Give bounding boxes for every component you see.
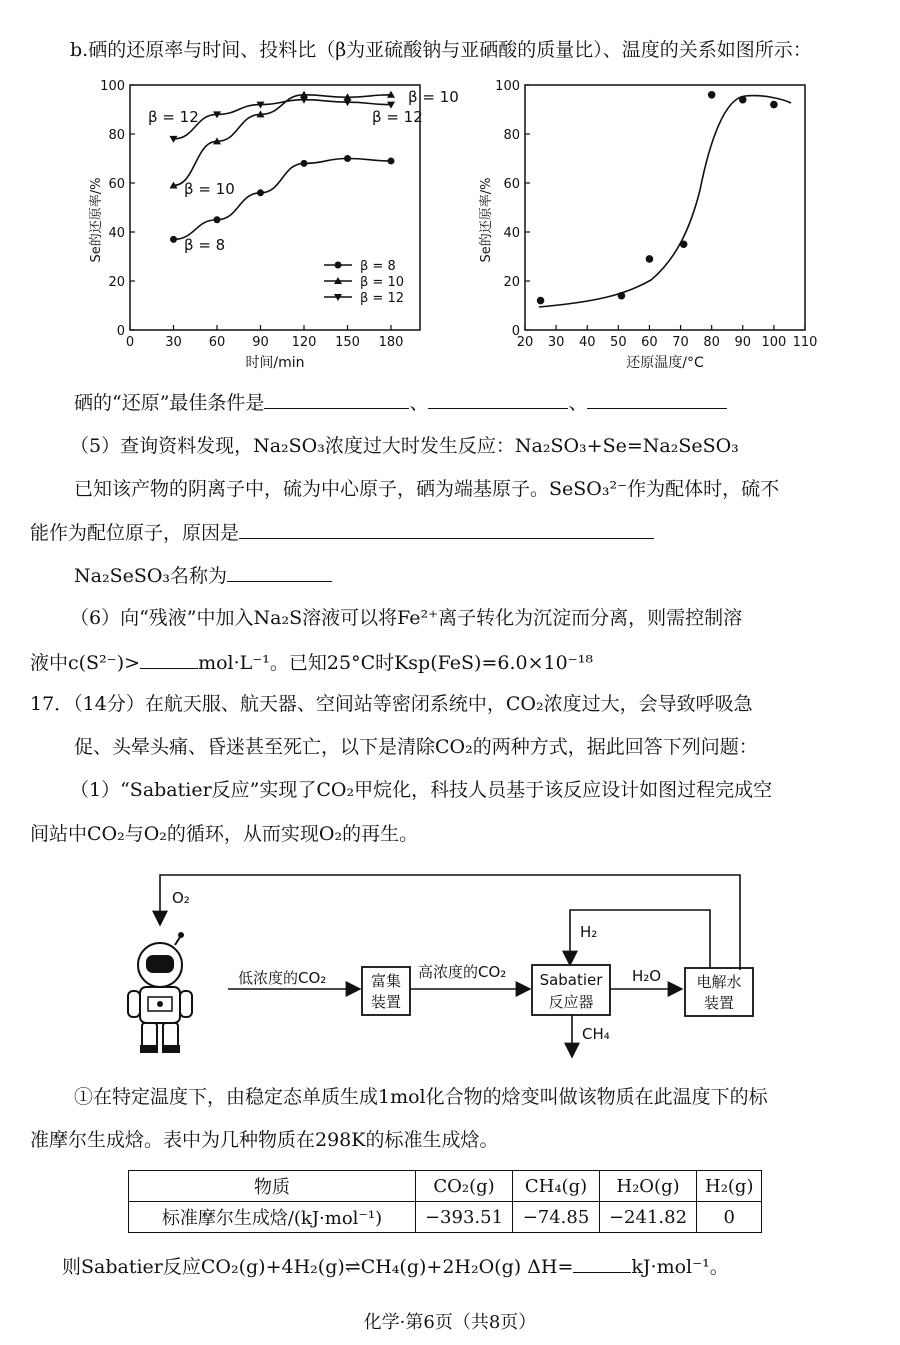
data-point xyxy=(537,297,545,305)
x-tick-label: 80 xyxy=(703,335,720,350)
q6-line-b xyxy=(30,650,593,675)
q17-line-a: 17．（14分）在航天服、航天器、空间站等密闭系统中，CO₂浓度过大，会导致呼吸急 xyxy=(30,693,753,715)
table-header-cell: CO₂(g) xyxy=(416,1171,513,1202)
q5-line-b: 已知该产物的阴离子中，硫为中心原子，硒为端基原子。SeSO₃²⁻作为配体时，硫不 xyxy=(74,478,780,500)
y-tick-label: 20 xyxy=(503,275,520,290)
y-tick-label: 100 xyxy=(100,79,125,94)
y-tick-label: 20 xyxy=(108,275,125,290)
y-tick-label: 0 xyxy=(511,324,520,339)
chart-time-legend xyxy=(324,259,404,306)
x-tick-label: 0 xyxy=(125,335,135,350)
q5-line-a: （5）查询资料发现，Na₂SO₃浓度过大时发生反应：Na₂SO₃+Se=Na₂SeSO₃ xyxy=(70,435,739,457)
q6-line-b2: mol·L⁻¹。已知25°C时Ksp(FeS)=6.0×10⁻¹⁸ xyxy=(198,652,593,674)
q17-line-b: 促、头晕头痛、昏迷甚至死亡，以下是清除CO₂的两种方式，据此回答下列问题： xyxy=(74,736,758,758)
data-point xyxy=(301,160,308,167)
definition-line-b: 准摩尔生成焓。表中为几种物质在298K的标准生成焓。 xyxy=(30,1129,499,1151)
annot-b8: β = 8 xyxy=(184,236,226,254)
data-point xyxy=(344,155,351,162)
data-point xyxy=(618,292,626,300)
legend-b10: β = 10 xyxy=(360,275,404,290)
x-tick-label: 30 xyxy=(547,335,565,350)
sep-1: 、 xyxy=(409,392,429,414)
astronaut-icon xyxy=(128,932,192,1053)
q5-line-c xyxy=(30,520,654,545)
x-tick-label: 20 xyxy=(516,335,534,350)
x-tick-label: 110 xyxy=(792,335,818,350)
blank-2 xyxy=(428,390,568,409)
q5-line-c-text: 能作为配位原子，原因是 xyxy=(30,522,240,544)
table-cell: −241.82 xyxy=(600,1202,697,1233)
legend-b12: β = 12 xyxy=(360,291,404,306)
x-tick-label: 100 xyxy=(761,335,787,350)
x-tick-label: 50 xyxy=(610,335,627,350)
y-tick-label: 80 xyxy=(108,128,125,143)
x-tick-label: 40 xyxy=(578,335,596,350)
data-point xyxy=(388,157,395,164)
enrich-label-1: 富集 xyxy=(370,972,402,990)
temp-curve xyxy=(539,96,791,307)
x-tick-label: 120 xyxy=(291,335,317,350)
flow-ch4: CH₄ xyxy=(582,1025,610,1043)
blank-5 xyxy=(227,563,332,582)
x-tick-label: 60 xyxy=(641,335,658,350)
flow-high-co2: 高浓度的CO₂ xyxy=(418,963,507,981)
enrich-label-2: 装置 xyxy=(370,993,402,1011)
annot-b10-right: β = 10 xyxy=(408,88,459,106)
x-tick-label: 90 xyxy=(734,335,752,350)
definition-line-a: ①在特定温度下，由稳定态单质生成1mol化合物的焓变叫做该物质在此温度下的标 xyxy=(74,1086,768,1108)
flow-o2: O₂ xyxy=(172,889,190,907)
data-point xyxy=(257,189,264,196)
y-tick-label: 40 xyxy=(108,226,125,241)
data-point xyxy=(739,96,747,104)
reaction-text-b: kJ·mol⁻¹。 xyxy=(631,1256,729,1278)
chart-temp-ylabel: Se的还原率/% xyxy=(479,177,494,263)
reaction-text-a: 则Sabatier反应CO₂(g)+4H₂(g)⇌CH₄(g)+2H₂O(g) ΔH= xyxy=(62,1256,574,1278)
x-tick-label: 60 xyxy=(208,335,226,350)
blank-7 xyxy=(573,1254,631,1273)
intro-text: b.硒的还原率与时间、投料比（β为亚硫酸钠与亚硒酸的质量比）、温度的关系如图所示： xyxy=(70,39,812,61)
flow-low-co2: 低浓度的CO₂ xyxy=(238,969,327,987)
y-tick-label: 0 xyxy=(116,324,125,339)
table-cell: −74.85 xyxy=(513,1202,600,1233)
chart-temp-frame xyxy=(525,85,805,330)
y-tick-label: 60 xyxy=(108,177,125,192)
blank-4 xyxy=(239,520,654,539)
legend-b8: β = 8 xyxy=(360,259,396,274)
y-tick-label: 100 xyxy=(495,79,520,94)
table-cell: 标准摩尔生成焓/(kJ·mol⁻¹) xyxy=(129,1202,416,1233)
chart-temperature xyxy=(470,70,830,375)
q17-line-d: 间站中CO₂与O₂的循环，从而实现O₂的再生。 xyxy=(30,823,419,845)
y-tick-label: 80 xyxy=(503,128,520,143)
sep-2: 、 xyxy=(568,392,588,414)
sabatier-label-1: Sabatier xyxy=(539,971,603,989)
data-point xyxy=(770,101,778,109)
annot-b12-top: β = 12 xyxy=(148,108,199,126)
enthalpy-table xyxy=(128,1170,762,1233)
q5-line-d-text: Na₂SeSO₃名称为 xyxy=(74,565,228,587)
sabatier-label-2: 反应器 xyxy=(548,993,594,1011)
x-tick-label: 30 xyxy=(165,335,182,350)
table-header-cell: CH₄(g) xyxy=(513,1171,600,1202)
series-line-1 xyxy=(174,95,392,186)
x-tick-label: 150 xyxy=(335,335,360,350)
chart-time-ylabel: Se的还原率/% xyxy=(89,177,104,263)
data-point xyxy=(170,236,177,243)
q5-line-d xyxy=(74,563,332,588)
y-tick-label: 60 xyxy=(503,177,520,192)
chart-temp-xlabel: 还原温度/°C xyxy=(626,355,704,371)
table-header-cell: 物质 xyxy=(129,1171,416,1202)
flow-h2o: H₂O xyxy=(632,967,662,985)
q6-line-a: （6）向“残液”中加入Na₂S溶液可以将Fe²⁺离子转化为沉淀而分离，则需控制溶 xyxy=(70,607,743,629)
electrolysis-label-2: 装置 xyxy=(703,994,735,1012)
electrolysis-label-1: 电解水 xyxy=(696,973,742,991)
blank-1 xyxy=(264,390,409,409)
best-condition-line xyxy=(74,390,727,415)
reaction-line xyxy=(62,1254,729,1279)
flow-diagram xyxy=(120,865,780,1070)
x-tick-label: 90 xyxy=(252,335,269,350)
annot-b10-left: β = 10 xyxy=(184,180,235,198)
x-tick-label: 180 xyxy=(378,335,404,350)
q6-line-b1: 液中c(S²⁻)> xyxy=(30,652,141,674)
data-point xyxy=(214,216,221,223)
flow-h2: H₂ xyxy=(580,923,598,941)
series-line-0 xyxy=(174,159,392,240)
page-footer: 化学·第6页（共8页） xyxy=(363,1312,537,1333)
data-point xyxy=(708,91,716,99)
table-header-cell: H₂(g) xyxy=(697,1171,762,1202)
table-row xyxy=(129,1202,762,1233)
x-tick-label: 70 xyxy=(672,335,689,350)
data-point xyxy=(680,240,688,248)
table-cell: −393.51 xyxy=(416,1202,513,1233)
table-header-cell: H₂O(g) xyxy=(600,1171,697,1202)
blank-3 xyxy=(587,390,727,409)
best-condition-text: 硒的“还原”最佳条件是 xyxy=(74,392,265,414)
blank-6 xyxy=(140,650,198,669)
chart-time-xlabel: 时间/min xyxy=(245,355,305,371)
table-cell: 0 xyxy=(697,1202,762,1233)
data-point xyxy=(646,255,654,263)
y-tick-label: 40 xyxy=(503,226,520,241)
q17-line-c: （1）“Sabatier反应”实现了CO₂甲烷化，科技人员基于该反应设计如图过程完成空 xyxy=(70,779,773,801)
chart-time xyxy=(80,70,459,375)
table-row xyxy=(129,1171,762,1202)
annot-b12-right: β = 12 xyxy=(372,108,423,126)
